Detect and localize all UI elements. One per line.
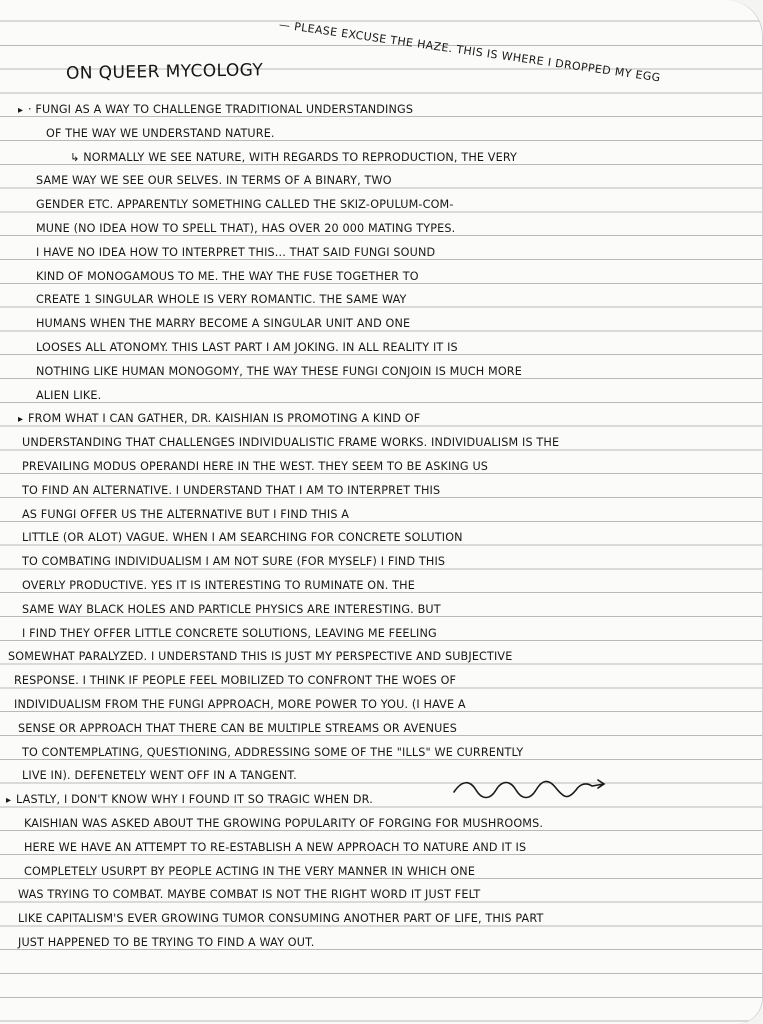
note-line (0, 431, 763, 455)
note-line (0, 598, 763, 622)
bullet-arrow-icon: ▸ (18, 414, 24, 426)
note-line (0, 788, 763, 812)
note-line (0, 217, 763, 241)
note-line-text: JUST HAPPENED TO BE TRYING TO FIND A WAY OUT. (18, 935, 315, 949)
note-line-text: COMPLETELY USURPT BY PEOPLE ACTING IN THE VERY MANNER IN WHICH ONE (24, 864, 476, 878)
note-line (0, 479, 763, 503)
note-line (0, 574, 763, 598)
note-line-text: SENSE OR APPROACH THAT THERE CAN BE MULTIPLE STREAMS OR AVENUES (18, 721, 457, 735)
note-line-text: UNDERSTANDING THAT CHALLENGES INDIVIDUALISTIC FRAME WORKS. INDIVIDUALISM IS THE (22, 436, 560, 450)
note-line (0, 455, 763, 479)
note-line (0, 741, 763, 765)
note-line-text: INDIVIDUALISM FROM THE FUNGI APPROACH, MORE POWER TO YOU. (I HAVE A (14, 697, 466, 711)
note-line (0, 693, 763, 717)
note-line (0, 836, 763, 860)
note-line (0, 907, 763, 931)
note-line-text: ALIEN LIKE. (36, 388, 102, 402)
note-line-text: LITTLE (OR ALOT) VAGUE. WHEN I AM SEARCHING FOR CONCRETE SOLUTION (22, 531, 463, 545)
bullet-arrow-icon: ▸ (6, 795, 12, 807)
note-line-text: TO COMBATING INDIVIDUALISM I AM NOT SURE (FOR MYSELF) I FIND THIS (22, 555, 446, 569)
note-line-text: MUNE (NO IDEA HOW TO SPELL THAT), HAS OVER 20 000 MATING TYPES. (36, 221, 456, 235)
note-line-text: OVERLY PRODUCTIVE. YES IT IS INTERESTING TO RUMINATE ON. THE (22, 578, 415, 592)
note-line (0, 312, 763, 336)
note-line-text: LASTLY, I DON'T KNOW WHY I FOUND IT SO TRAGIC WHEN DR. (16, 793, 373, 807)
note-line (0, 265, 763, 289)
note-line-text: I FIND THEY OFFER LITTLE CONCRETE SOLUTIONS, LEAVING ME FEELING (22, 626, 437, 640)
note-line (0, 241, 763, 265)
note-line-text: · FUNGI AS A WAY TO CHALLENGE TRADITIONAL UNDERSTANDINGS (28, 103, 414, 116)
note-line-text: KIND OF MONOGAMOUS TO ME. THE WAY THE FUSE TOGETHER TO (36, 269, 419, 283)
note-line (0, 812, 763, 836)
note-line (0, 503, 763, 527)
note-line (0, 526, 763, 550)
note-line-text: GENDER ETC. APPARENTLY SOMETHING CALLED THE SKIZ-OPULUM-COM- (36, 198, 454, 212)
note-body (0, 98, 763, 955)
note-line (0, 764, 763, 788)
note-line-text: WAS TRYING TO COMBAT. MAYBE COMBAT IS NOT THE RIGHT WORD IT JUST FELT (18, 888, 481, 902)
note-line-text: RESPONSE. I THINK IF PEOPLE FEEL MOBILIZED TO CONFRONT THE WOES OF (14, 674, 457, 688)
note-line (0, 717, 763, 741)
squiggle-doodle (452, 778, 612, 802)
note-line-text: SOMEWHAT PARALYZED. I UNDERSTAND THIS IS JUST MY PERSPECTIVE AND SUBJECTIVE (8, 650, 513, 664)
note-line-text: KAISHIAN WAS ASKED ABOUT THE GROWING POPULARITY OF FORGING FOR MUSHROOMS. (24, 816, 544, 830)
note-line (0, 146, 763, 170)
note-line (0, 288, 763, 312)
note-line-text: HERE WE HAVE AN ATTEMPT TO RE-ESTABLISH A NEW APPROACH TO NATURE AND IT IS (24, 840, 527, 854)
note-line (0, 883, 763, 907)
note-line-text: TO CONTEMPLATING, QUESTIONING, ADDRESSING SOME OF THE "ILLS" WE CURRENTLY (22, 745, 524, 759)
note-line-text: I HAVE NO IDEA HOW TO INTERPRET THIS... THAT SAID FUNGI SOUND (36, 245, 436, 259)
note-line (0, 645, 763, 669)
note-line-text: CREATE 1 SINGULAR WHOLE IS VERY ROMANTIC. THE SAME WAY (36, 293, 407, 307)
note-line-text: PREVAILING MODUS OPERANDI HERE IN THE WEST. THEY SEEM TO BE ASKING US (22, 459, 489, 473)
note-line (0, 407, 763, 431)
note-line (0, 622, 763, 646)
note-line-text: LIKE CAPITALISM'S EVER GROWING TUMOR CONSUMING ANOTHER PART OF LIFE, THIS PART (18, 912, 544, 926)
note-line-text: ↳ NORMALLY WE SEE NATURE, WITH REGARDS TO REPRODUCTION, THE VERY (70, 150, 518, 164)
note-line (0, 360, 763, 384)
note-line (0, 931, 763, 955)
note-line-text: SAME WAY BLACK HOLES AND PARTICLE PHYSICS ARE INTERESTING. BUT (22, 602, 441, 616)
bullet-arrow-icon: ▸ (18, 105, 24, 116)
note-line-text: LOOSES ALL ATONOMY. THIS LAST PART I AM JOKING. IN ALL REALITY IT IS (36, 340, 458, 354)
note-line-text: FROM WHAT I CAN GATHER, DR. KAISHIAN IS PROMOTING A KIND OF (28, 412, 421, 426)
note-line (0, 336, 763, 360)
note-line (0, 98, 763, 122)
page-aside-note: — PLEASE EXCUSE THE HAZE. THIS IS WHERE I DROPPED MY EGG (278, 18, 662, 85)
note-line (0, 122, 763, 146)
note-line (0, 384, 763, 408)
note-line (0, 169, 763, 193)
note-line-text: SAME WAY WE SEE OUR SELVES. IN TERMS OF A BINARY, TWO (36, 174, 392, 188)
note-line (0, 193, 763, 217)
note-line-text: TO FIND AN ALTERNATIVE. I UNDERSTAND THAT I AM TO INTERPRET THIS (22, 483, 441, 497)
note-line-text: OF THE WAY WE UNDERSTAND NATURE. (46, 126, 275, 140)
note-line-text: HUMANS WHEN THE MARRY BECOME A SINGULAR UNIT AND ONE (36, 317, 411, 331)
note-line (0, 669, 763, 693)
note-line-text: NOTHING LIKE HUMAN MONOGOMY, THE WAY THESE FUNGI CONJOIN IS MUCH MORE (36, 364, 522, 378)
note-line (0, 860, 763, 884)
page-title: ON QUEER MYCOLOGY (65, 60, 264, 84)
note-line-text: AS FUNGI OFFER US THE ALTERNATIVE BUT I FIND THIS A (22, 507, 350, 521)
note-line-text: LIVE IN). DEFENETELY WENT OFF IN A TANGENT. (22, 769, 297, 783)
note-line (0, 550, 763, 574)
